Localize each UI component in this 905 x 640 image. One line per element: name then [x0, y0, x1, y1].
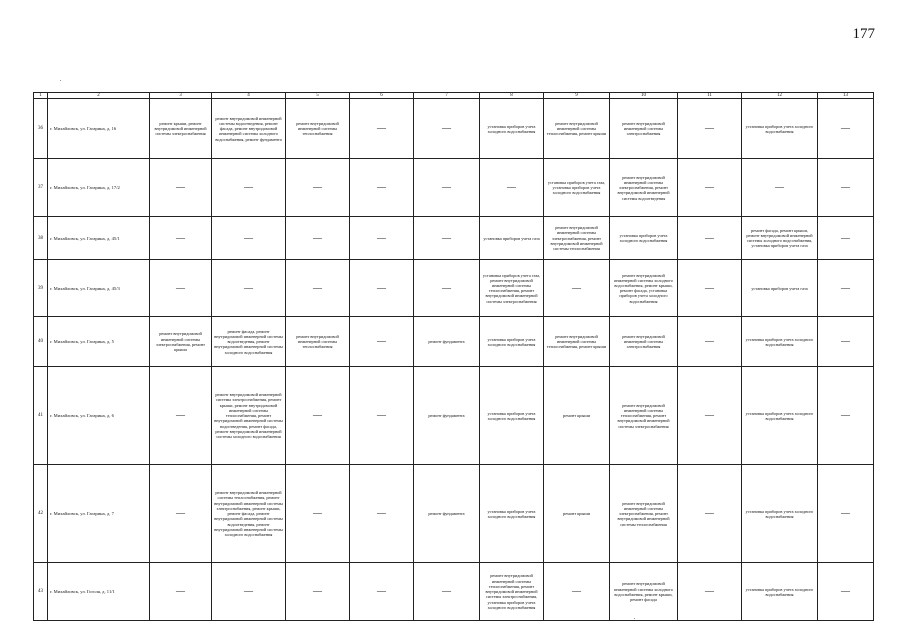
column-number-5: 5	[286, 93, 350, 99]
row-number: 43	[34, 563, 48, 621]
work-cell-col-11: —	[678, 260, 742, 317]
work-cell-col-13: —	[818, 317, 874, 367]
work-cell-col-12: установка приборов учета холодного водоснабжения	[742, 367, 818, 465]
address-cell: г. Михайловск, ул. Гагарина, д. 5	[48, 317, 150, 367]
work-cell-col-3: —	[150, 217, 212, 260]
work-cell-col-6: —	[350, 99, 414, 159]
work-cell-col-12: ремонт фасада, ремонт крыши, ремонт внутридомовой инженерной системы холодного водоснабжения, установка приборов учета газа	[742, 217, 818, 260]
column-number-6: 6	[350, 93, 414, 99]
work-cell-col-6: —	[350, 317, 414, 367]
row-number: 40	[34, 317, 48, 367]
work-cell-col-12: установка приборов учета холодного водоснабжения	[742, 465, 818, 563]
table-row	[34, 99, 874, 159]
table-row	[34, 217, 874, 260]
work-cell-col-8: установка приборов учета холодного водоснабжения	[480, 465, 544, 563]
work-cell-col-7: —	[414, 99, 480, 159]
work-cell-col-12: установка приборов учета холодного водоснабжения	[742, 99, 818, 159]
table-row	[34, 159, 874, 217]
work-cell-col-4: ремонт внутридомовой инженерной системы теплоснабжения, ремонт внутридомовой инженерной системы электроснабжения, ремонт крыши, ремонт фасада, ремонт внутридомовой инженерной системы водоотведения, ремонт внутридомовой инженерной системы холодного водоснабжения	[212, 465, 286, 563]
work-cell-col-7: —	[414, 217, 480, 260]
work-cell-col-12: установка приборов учета холодного водоснабжения	[742, 563, 818, 621]
table-row	[34, 465, 874, 563]
work-cell-col-9: установка приборов учета газа, установка приборов учета холодного водоснабжения	[544, 159, 610, 217]
work-cell-col-9: ремонт внутридомовой инженерной системы теплоснабжения, ремонт крыши	[544, 317, 610, 367]
work-cell-col-11: —	[678, 563, 742, 621]
work-cell-col-6: —	[350, 367, 414, 465]
row-number: 41	[34, 367, 48, 465]
work-cell-col-7: —	[414, 563, 480, 621]
work-cell-col-4: ремонт внутридомовой инженерной системы электроснабжения, ремонт крыши, ремонт внутридомовой инженерной системы теплоснабжения, ремонт внутридомовой инженерной системы водоотведения, ремонт фасада, ремонт внутридомовой инженерной системы холодного водоснабжения	[212, 367, 286, 465]
column-number-2: 2	[48, 93, 150, 99]
work-cell-col-5: ремонт внутридомовой инженерной системы теплоснабжения	[286, 99, 350, 159]
row-number: 38	[34, 217, 48, 260]
work-cell-col-7: —	[414, 159, 480, 217]
work-cell-col-4: —	[212, 217, 286, 260]
work-cell-col-3: —	[150, 367, 212, 465]
work-cell-col-9: ремонт крыши	[544, 465, 610, 563]
row-number: 42	[34, 465, 48, 563]
work-cell-col-6: —	[350, 260, 414, 317]
work-cell-col-6: —	[350, 159, 414, 217]
work-cell-col-5: —	[286, 217, 350, 260]
column-number-3: 3	[150, 93, 212, 99]
work-cell-col-5: —	[286, 260, 350, 317]
work-cell-col-10: ремонт внутридомовой инженерной системы электроснабжения	[610, 99, 678, 159]
column-number-9: 9	[544, 93, 610, 99]
address-cell: г. Михайловск, ул. Гагарина, д. 45/3	[48, 260, 150, 317]
work-cell-col-4: ремонт внутридомовой инженерной системы водоотведения, ремонт фасада, ремонт внутридомовой инженерной системы холодного водоснабжения, ремонт фундамента	[212, 99, 286, 159]
work-cell-col-6: —	[350, 217, 414, 260]
work-cell-col-3: —	[150, 465, 212, 563]
work-cell-col-4: ремонт фасада, ремонт внутридомовой инженерной системы водоотведения, ремонт внутридомовой инженерной системы холодного водоснабжения	[212, 317, 286, 367]
work-cell-col-9: ремонт внутридомовой инженерной системы теплоснабжения, ремонт крыши	[544, 99, 610, 159]
work-cell-col-10: ремонт внутридомовой инженерной системы теплоснабжения, ремонт внутридомовой инженерной системы электроснабжения	[610, 367, 678, 465]
work-cell-col-8: установка приборов учета газа, ремонт внутридомовой инженерной системы теплоснабжения, ремонт внутридомовой инженерной системы электроснабжения	[480, 260, 544, 317]
work-cell-col-3: ремонт крыши, ремонт внутридомовой инженерной системы электроснабжения	[150, 99, 212, 159]
repair-schedule-table	[33, 92, 874, 621]
work-cell-col-11: —	[678, 159, 742, 217]
work-cell-col-5: —	[286, 159, 350, 217]
column-number-10: 10	[610, 93, 678, 99]
work-cell-col-10: ремонт внутридомовой инженерной системы электроснабжения, ремонт внутридомовой инженерной системы теплоснабжения	[610, 465, 678, 563]
column-number-13: 13	[818, 93, 874, 99]
column-number-4: 4	[212, 93, 286, 99]
address-cell: г. Михайловск, ул. Гагарина, д. 16	[48, 99, 150, 159]
table-row	[34, 260, 874, 317]
work-cell-col-8: установка приборов учета холодного водоснабжения	[480, 317, 544, 367]
work-cell-col-11: —	[678, 217, 742, 260]
work-cell-col-4: —	[212, 260, 286, 317]
column-number-1: 1	[34, 93, 48, 99]
table-row	[34, 563, 874, 621]
work-cell-col-10: ремонт внутридомовой инженерной системы холодного водоснабжения, ремонт крыши, ремонт фасада, установка приборов учета холодного водоснабжения	[610, 260, 678, 317]
work-cell-col-5: ремонт внутридомовой инженерной системы теплоснабжения	[286, 317, 350, 367]
work-cell-col-13: —	[818, 217, 874, 260]
work-cell-col-12: установка приборов учета газа	[742, 260, 818, 317]
work-cell-col-11: —	[678, 99, 742, 159]
work-cell-col-5: —	[286, 465, 350, 563]
column-number-12: 12	[742, 93, 818, 99]
table-row	[34, 317, 874, 367]
work-cell-col-13: —	[818, 465, 874, 563]
address-cell: г. Михайловск, ул. Гагарина, д. 45/1	[48, 217, 150, 260]
work-cell-col-11: —	[678, 317, 742, 367]
column-number-7: 7	[414, 93, 480, 99]
work-cell-col-7: —	[414, 260, 480, 317]
column-number-11: 11	[678, 93, 742, 99]
work-cell-col-11: —	[678, 367, 742, 465]
work-cell-col-3: ремонт внутридомовой инженерной системы электроснабжения, ремонт крыши	[150, 317, 212, 367]
address-cell: г. Михайловск, ул. Гагарина, д. 17/2	[48, 159, 150, 217]
row-number: 36	[34, 99, 48, 159]
work-cell-col-11: —	[678, 465, 742, 563]
address-cell: г. Михайловск, ул. Гагарина, д. 6	[48, 367, 150, 465]
work-cell-col-9: ремонт внутридомовой инженерной системы электроснабжения, ремонт внутридомовой инженерной системы теплоснабжения	[544, 217, 610, 260]
work-cell-col-10: ремонт внутридомовой инженерной системы холодного водоснабжения, ремонт крыши, ремонт фасада	[610, 563, 678, 621]
work-cell-col-13: —	[818, 159, 874, 217]
work-cell-col-3: —	[150, 563, 212, 621]
work-cell-col-7: ремонт фундамента	[414, 317, 480, 367]
work-cell-col-9: —	[544, 563, 610, 621]
work-cell-col-7: ремонт фундамента	[414, 367, 480, 465]
work-cell-col-10: ремонт внутридомовой инженерной системы электроснабжения, ремонт внутридомовой инженерной системы водоотведения	[610, 159, 678, 217]
work-cell-col-8: —	[480, 159, 544, 217]
row-number: 37	[34, 159, 48, 217]
address-cell: г. Михайловск, ул. Гоголя, д. 11/1	[48, 563, 150, 621]
work-cell-col-13: —	[818, 99, 874, 159]
work-cell-col-4: —	[212, 563, 286, 621]
work-cell-col-8: установка приборов учета холодного водоснабжения	[480, 99, 544, 159]
work-cell-col-12: установка приборов учета холодного водоснабжения	[742, 317, 818, 367]
page-number: 177	[852, 26, 875, 42]
work-cell-col-8: установка приборов учета газа	[480, 217, 544, 260]
work-cell-col-9: ремонт крыши	[544, 367, 610, 465]
work-cell-col-4: —	[212, 159, 286, 217]
work-cell-col-10: ремонт внутридомовой инженерной системы электроснабжения	[610, 317, 678, 367]
work-cell-col-5: —	[286, 563, 350, 621]
work-cell-col-7: ремонт фундамента	[414, 465, 480, 563]
work-cell-col-13: —	[818, 563, 874, 621]
column-number-8: 8	[480, 93, 544, 99]
work-cell-col-6: —	[350, 465, 414, 563]
work-cell-col-13: —	[818, 260, 874, 317]
work-cell-col-3: —	[150, 260, 212, 317]
work-cell-col-13: —	[818, 367, 874, 465]
work-cell-col-6: —	[350, 563, 414, 621]
work-cell-col-3: —	[150, 159, 212, 217]
work-cell-col-8: установка приборов учета холодного водоснабжения	[480, 367, 544, 465]
work-cell-col-10: установка приборов учета холодного водоснабжения	[610, 217, 678, 260]
work-cell-col-9: —	[544, 260, 610, 317]
address-cell: г. Михайловск, ул. Гагарина, д. 7	[48, 465, 150, 563]
work-cell-col-8: ремонт внутридомовой инженерной системы теплоснабжения, ремонт внутридомовой инженерной системы электроснабжения, установка приборов учета холодного водоснабжения	[480, 563, 544, 621]
work-cell-col-12: —	[742, 159, 818, 217]
work-cell-col-5: —	[286, 367, 350, 465]
row-number: 39	[34, 260, 48, 317]
table-row	[34, 367, 874, 465]
